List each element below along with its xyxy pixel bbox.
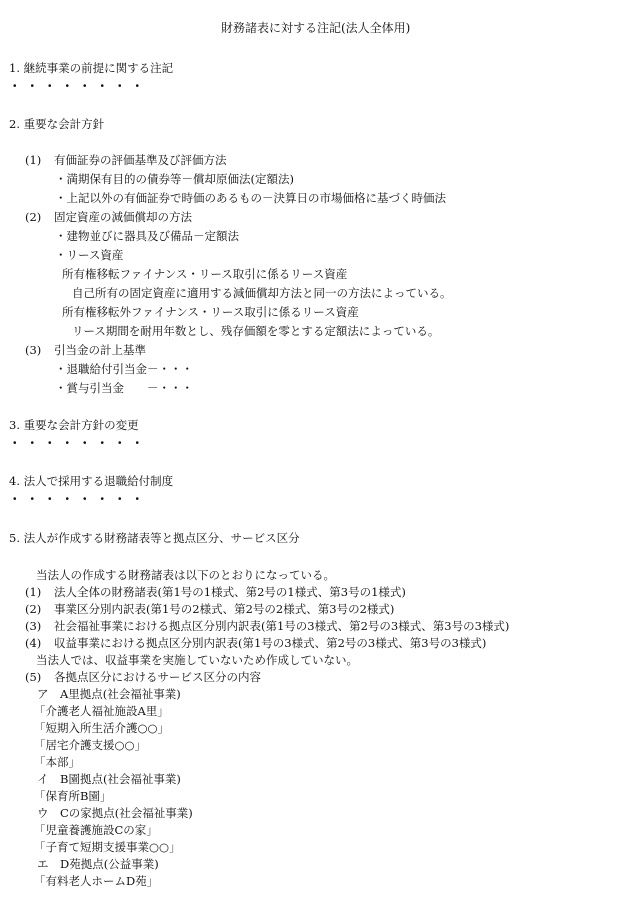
statement-4-text: 収益事業における拠点区分別内訳表(第1号の3様式、第2号の3様式、第3号の3様式) [54, 636, 487, 650]
lease-1-heading: 所有権移転ファイナンス・リース取引に係るリース資産 [62, 267, 348, 281]
service-section-text: 各拠点区分におけるサービス区分の内容 [54, 670, 261, 684]
base-u-heading: ウ Cの家拠点(社会福祉事業) [37, 806, 193, 820]
policy-1-bullet-1: ・満期保有目的の債券等－償却原価法(定額法) [55, 172, 294, 186]
service-section-label: (5) [25, 670, 42, 684]
policy-3-bullet-2: ・賞与引当金 －・・・ [55, 381, 193, 395]
base-a-service-4: 「本部」 [34, 755, 80, 769]
section-4-placeholder: ・・・・・・・・ [9, 492, 149, 506]
lease-2-heading: 所有権移転外ファイナンス・リース取引に係るリース資産 [62, 305, 359, 319]
base-e-service-1: 「有料老人ホームD苑」 [34, 874, 159, 888]
statements-intro: 当法人の作成する財務諸表は以下のとおりになっている。 [36, 568, 335, 582]
policy-3-label: (3) [25, 343, 42, 357]
policy-2-bullet-2: ・リース資産 [55, 248, 124, 262]
lease-2-detail: リース期間を耐用年数とし、残存価額を零とする定額法によっている。 [72, 324, 440, 338]
base-i-heading: イ B園拠点(社会福祉事業) [37, 772, 181, 786]
policy-1-text: 有価証券の評価基準及び評価方法 [54, 153, 227, 167]
statement-2-label: (2) [25, 602, 42, 616]
base-a-heading: ア A里拠点(社会福祉事業) [37, 687, 181, 701]
statement-3-text: 社会福祉事業における拠点区分別内訳表(第1号の3様式、第2号の3様式、第3号の3様式) [54, 619, 510, 633]
section-3-heading: 3. 重要な会計方針の変更 [9, 418, 139, 432]
section-1-heading: 1. 継続事業の前提に関する注記 [9, 61, 174, 75]
base-a-service-1: 「介護老人福祉施設A里」 [34, 704, 169, 718]
statement-1-label: (1) [25, 585, 42, 599]
base-u-service-2: 「子育て短期支援事業○○」 [34, 840, 181, 854]
policy-1-bullet-2: ・上記以外の有価証券で時価のあるもの－決算日の市場価格に基づく時価法 [55, 191, 446, 205]
statement-4-label: (4) [25, 636, 42, 650]
statement-3-label: (3) [25, 619, 42, 633]
base-e-heading: エ D苑拠点(公益事業) [37, 857, 159, 871]
lease-1-detail: 自己所有の固定資産に適用する減価償却方法と同一の方法によっている。 [72, 286, 452, 300]
section-3-placeholder: ・・・・・・・・ [9, 436, 149, 450]
statement-4-note: 当法人では、収益事業を実施していないため作成していない。 [36, 653, 358, 667]
policy-1-label: (1) [25, 153, 42, 167]
statement-2-text: 事業区分別内訳表(第1号の2様式、第2号の2様式、第3号の2様式) [54, 602, 395, 616]
base-u-service-1: 「児童養護施設Cの家」 [34, 823, 158, 837]
policy-2-label: (2) [25, 210, 42, 224]
base-a-service-2: 「短期入所生活介護○○」 [34, 721, 170, 735]
section-4-heading: 4. 法人で採用する退職給付制度 [9, 474, 174, 488]
statement-1-text: 法人全体の財務諸表(第1号の1様式、第2号の1様式、第3号の1様式) [54, 585, 406, 599]
policy-2-bullet-1: ・建物並びに器具及び備品－定額法 [55, 229, 239, 243]
section-2-heading: 2. 重要な会計方針 [9, 117, 105, 131]
policy-3-text: 引当金の計上基準 [54, 343, 146, 357]
policy-2-text: 固定資産の減価償却の方法 [54, 210, 192, 224]
section-5-heading: 5. 法人が作成する財務諸表等と拠点区分、サービス区分 [9, 531, 300, 545]
section-1-placeholder: ・・・・・・・・ [9, 79, 149, 93]
document-title: 財務諸表に対する注記(法人全体用) [221, 21, 411, 35]
policy-3-bullet-1: ・退職給付引当金－・・・ [55, 362, 193, 376]
base-a-service-3: 「居宅介護支援○○」 [34, 738, 147, 752]
base-i-service-1: 「保育所B園」 [34, 789, 112, 803]
